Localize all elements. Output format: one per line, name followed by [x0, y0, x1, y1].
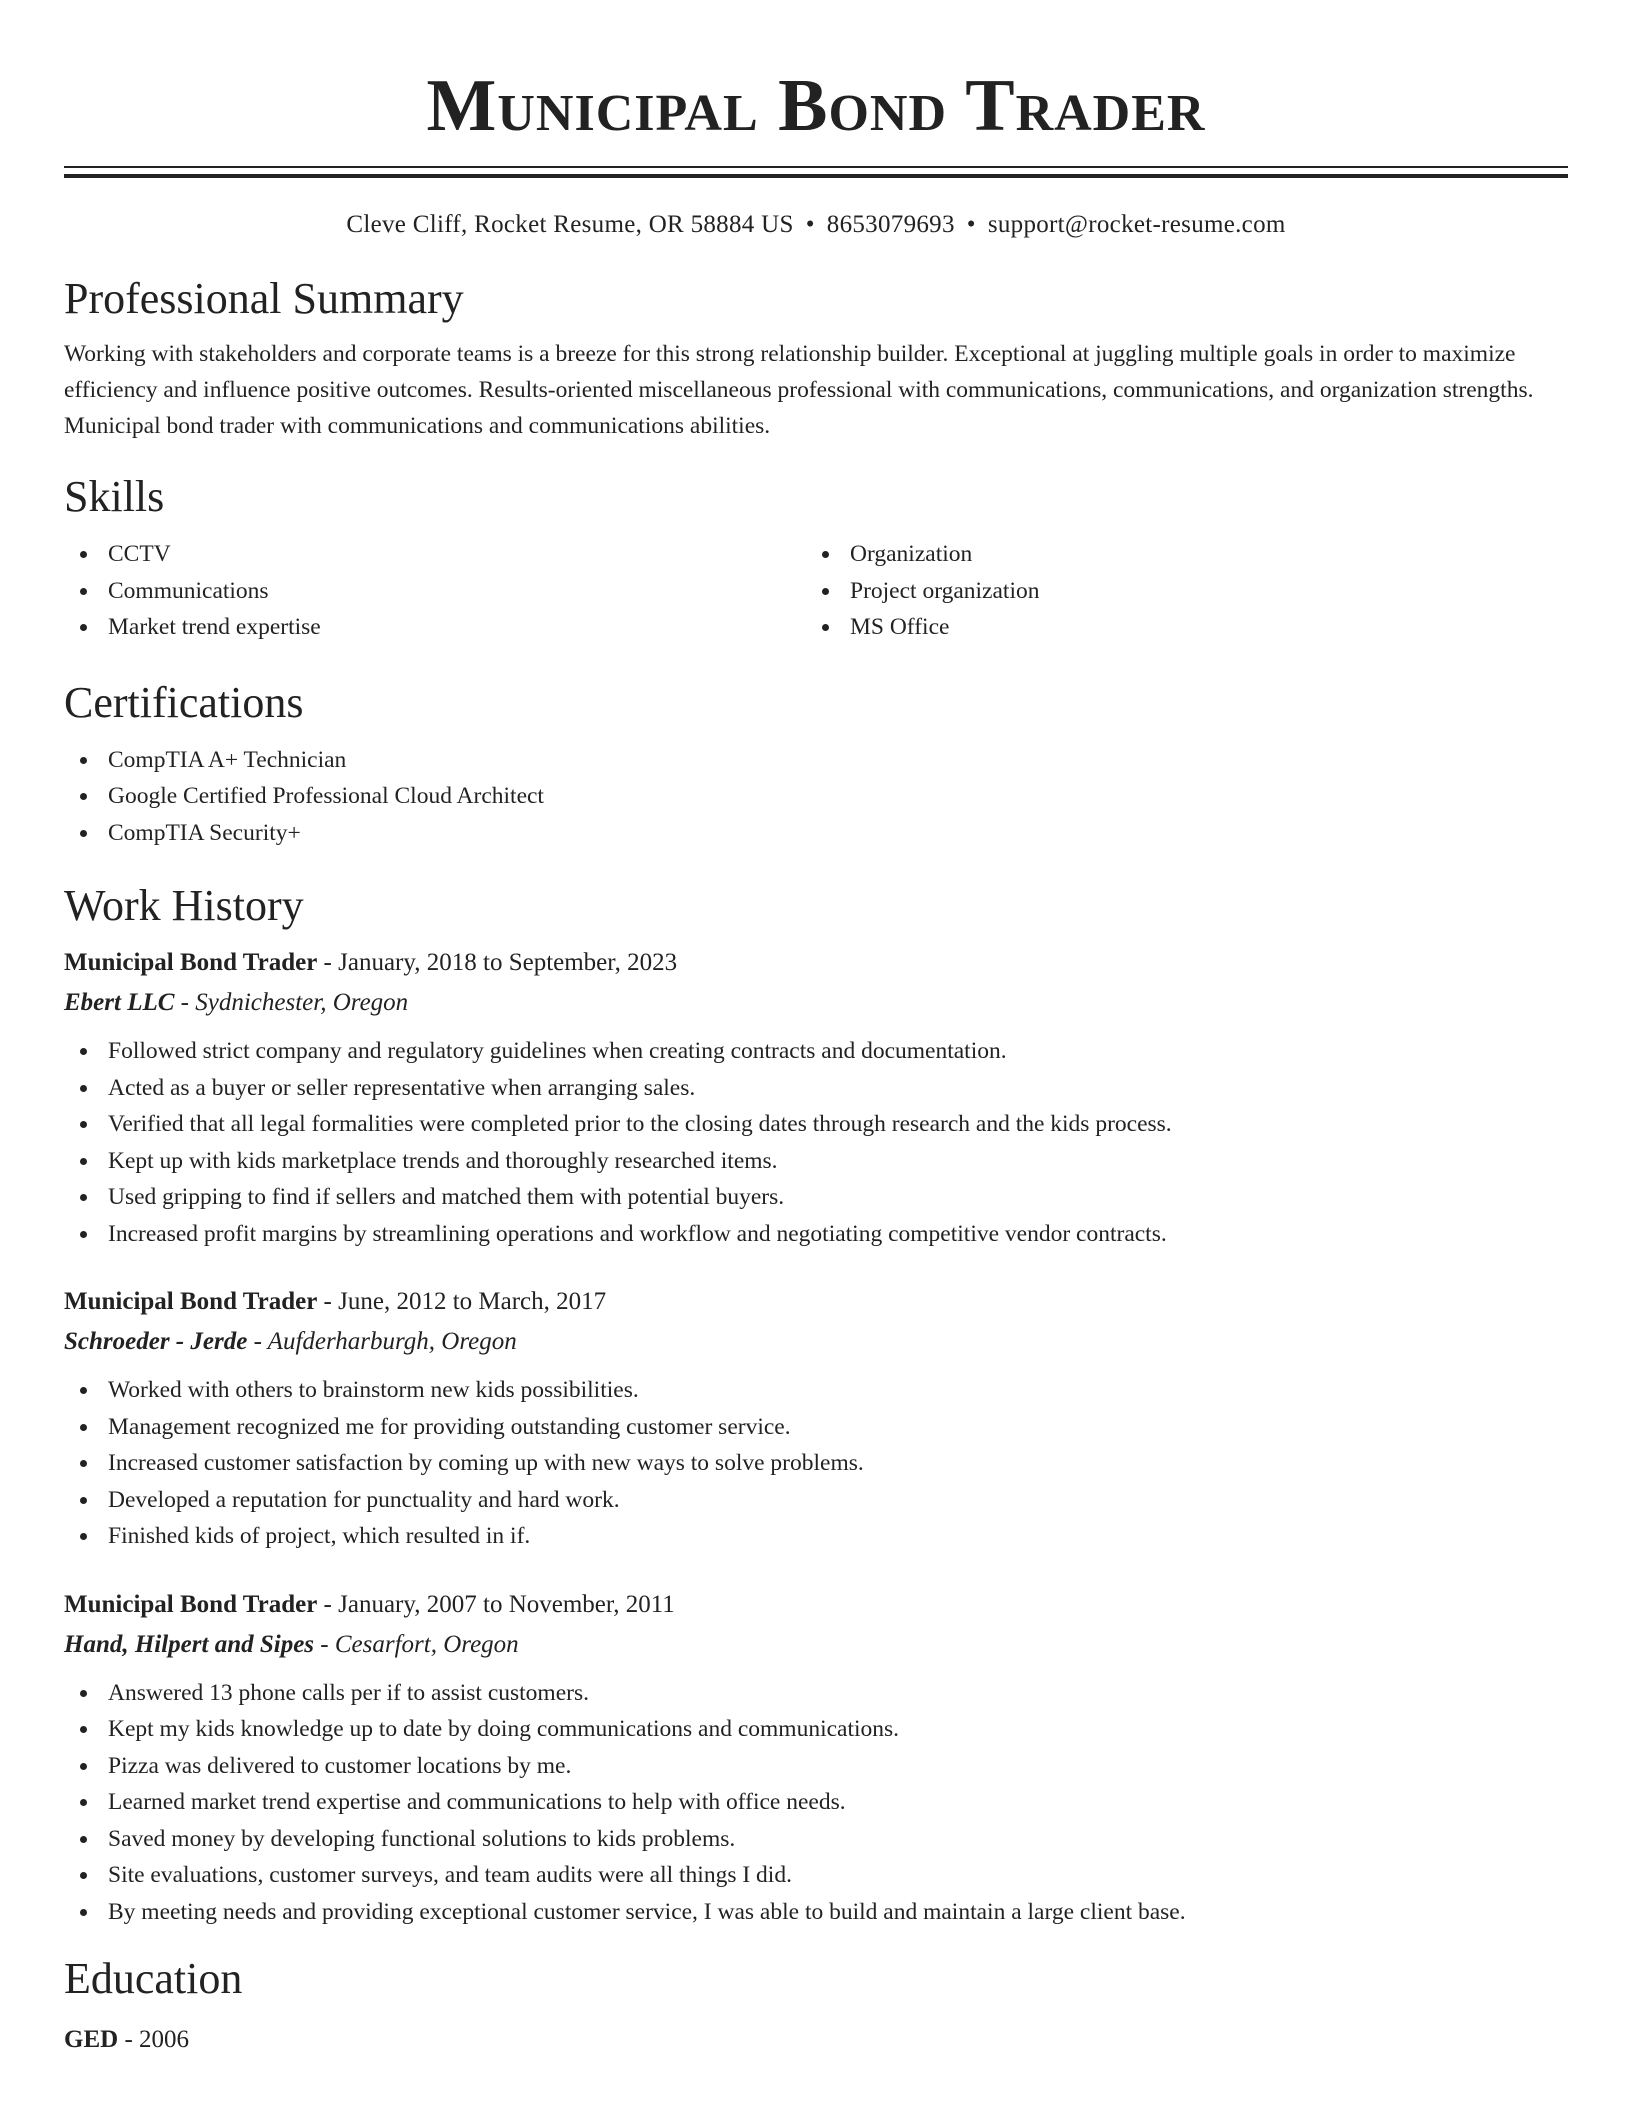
contact-address: Cleve Cliff, Rocket Resume, OR 58884 US [346, 211, 794, 238]
skills-section [64, 470, 1568, 646]
job-duty-item: Kept up with kids marketplace trends and thoroughly researched items. [64, 1143, 1568, 1180]
contact-phone: 8653079693 [826, 211, 955, 238]
employer-name: Schroeder - Jerde [64, 1328, 248, 1355]
job-duty-item: Finished kids of project, which resulted in if. [64, 1518, 1568, 1555]
certifications-heading: Certifications [64, 677, 304, 727]
job-entry [64, 1587, 1568, 1931]
job-duty-item: Site evaluations, customer surveys, and team audits were all things I did. [64, 1857, 1568, 1894]
education-year: - 2006 [118, 2026, 190, 2053]
job-duty-item: Worked with others to brainstorm new kids possibilities. [64, 1372, 1568, 1409]
work-history-heading: Work History [64, 881, 304, 930]
contact-line [64, 208, 1568, 242]
job-entry [64, 1284, 1568, 1555]
job-duty-item: Developed a reputation for punctuality and hard work. [64, 1482, 1568, 1519]
job-duty-item: Increased customer satisfaction by coming up with new ways to solve problems. [64, 1445, 1568, 1482]
job-duty-item: Verified that all legal formalities were completed prior to the closing dates through research and the kids process. [64, 1106, 1568, 1143]
employer-line [64, 1324, 1568, 1360]
job-duty-item: Management recognized me for providing outstanding customer service. [64, 1409, 1568, 1446]
certifications-list [64, 742, 1568, 852]
work-history-section [64, 879, 1568, 1930]
title-rule-thick [64, 174, 1568, 178]
job-duty-item: By meeting needs and providing exceptional customer service, I was able to build and maintain a large client base. [64, 1894, 1568, 1931]
skills-column-right [806, 536, 1548, 646]
job-duty-item: Acted as a buyer or seller representative when arranging sales. [64, 1070, 1568, 1107]
job-dates: - January, 2007 to November, 2011 [317, 1590, 675, 1618]
job-entry [64, 945, 1568, 1252]
job-duty-item: Kept my kids knowledge up to date by doing communications and communications. [64, 1711, 1568, 1748]
job-duties-list [64, 1033, 1568, 1252]
employer-name: Ebert LLC [64, 989, 175, 1016]
skills-column-left [64, 536, 806, 646]
employer-line [64, 1627, 1568, 1663]
skill-item: Communications [64, 573, 806, 610]
contact-separator: • [805, 211, 815, 238]
job-duty-item: Followed strict company and regulatory guidelines when creating contracts and documentation. [64, 1033, 1568, 1070]
job-title: Municipal Bond Trader [64, 1590, 318, 1618]
certification-item: CompTIA Security+ [64, 815, 1568, 852]
skill-item: Market trend expertise [64, 609, 806, 646]
skills-grid [64, 536, 1568, 646]
job-title: Municipal Bond Trader [64, 1288, 318, 1315]
job-title-line [64, 1284, 1568, 1320]
employer-location: - Cesarfort, Oregon [314, 1630, 519, 1658]
contact-email: support@rocket-resume.com [987, 211, 1286, 238]
skills-heading: Skills [64, 472, 165, 521]
resume-title: Municipal Bond Trader [426, 65, 1206, 147]
job-duty-item: Answered 13 phone calls per if to assist customers. [64, 1675, 1568, 1712]
summary-heading: Professional Summary [64, 274, 464, 323]
education-entry [64, 2022, 1568, 2058]
summary-text: Working with stakeholders and corporate teams is a breeze for this strong relationship builder. Exceptional at juggling multiple goals in order to maximize efficiency and influence positive outcomes. Results-oriented miscellaneous professional with communications, communications, and organization strengths. Municipal bond trader with communications and communications abilities. [64, 341, 1534, 439]
contact-separator: • [966, 211, 976, 238]
title-rule-thin [64, 166, 1568, 168]
job-duties-list [64, 1372, 1568, 1555]
employer-location: - Aufderharburgh, Oregon [247, 1328, 517, 1355]
job-duty-item: Used gripping to find if sellers and matched them with potential buyers. [64, 1179, 1568, 1216]
skill-item: CCTV [64, 536, 806, 573]
certification-item: Google Certified Professional Cloud Architect [64, 778, 1568, 815]
education-section [64, 1952, 1568, 2058]
employer-location: - Sydnichester, Oregon [174, 989, 409, 1016]
job-duty-item: Learned market trend expertise and communications to help with office needs. [64, 1784, 1568, 1821]
job-duty-item: Pizza was delivered to customer locations by me. [64, 1748, 1568, 1785]
job-duty-item: Increased profit margins by streamlining operations and workflow and negotiating competitive vendor contracts. [64, 1216, 1568, 1253]
job-title-line [64, 1587, 1568, 1623]
skill-item: Project organization [806, 573, 1548, 610]
education-degree: GED [64, 2026, 119, 2053]
job-dates: - January, 2018 to September, 2023 [317, 949, 678, 976]
job-duty-item: Saved money by developing functional solutions to kids problems. [64, 1821, 1568, 1858]
summary-section [64, 272, 1568, 444]
education-heading: Education [64, 1954, 243, 2003]
job-title: Municipal Bond Trader [64, 949, 318, 976]
certification-item: CompTIA A+ Technician [64, 742, 1568, 779]
job-duties-list [64, 1675, 1568, 1931]
employer-line [64, 985, 1568, 1021]
job-title-line [64, 945, 1568, 981]
skill-item: Organization [806, 536, 1548, 573]
certifications-section [64, 676, 1568, 852]
job-dates: - June, 2012 to March, 2017 [317, 1288, 607, 1315]
skill-item: MS Office [806, 609, 1548, 646]
employer-name: Hand, Hilpert and Sipes [64, 1630, 315, 1658]
